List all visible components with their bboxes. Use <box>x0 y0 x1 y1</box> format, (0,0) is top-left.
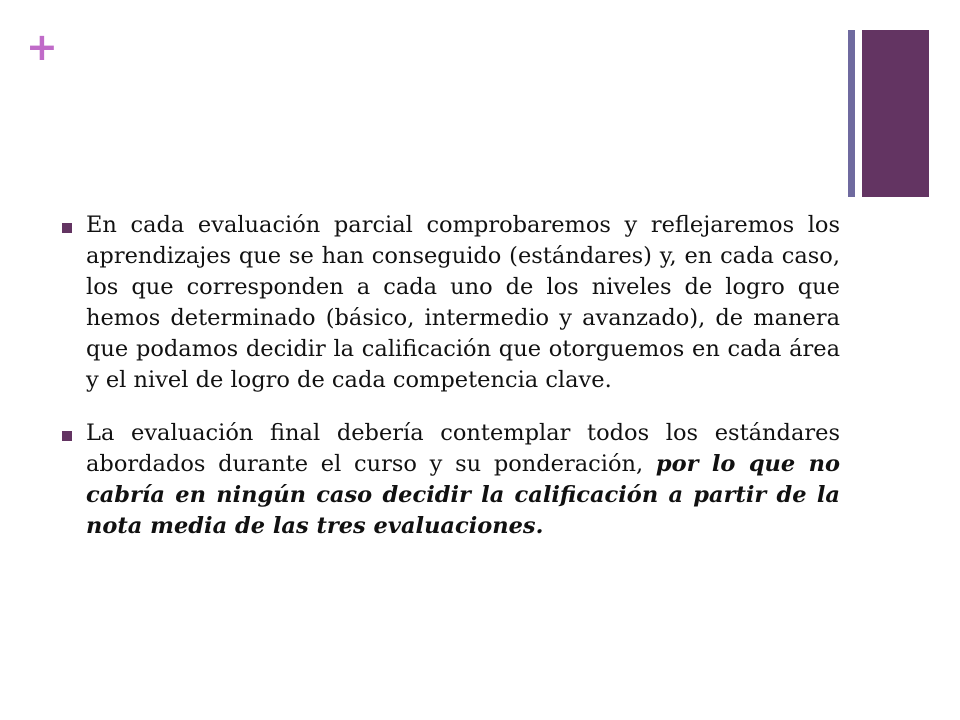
bullet-item-2 <box>62 418 840 542</box>
bullet-square-icon <box>62 223 72 233</box>
bullet-text-2-emphasis: por lo que no cabría en ningún caso decidir la calificación a partir de la nota media de las tres evaluaciones. <box>86 451 840 539</box>
bullet-item-1 <box>62 210 840 396</box>
decorative-bar-thick <box>862 30 929 197</box>
bullet-text-1: En cada evaluación parcial comprobaremos y reflejaremos los aprendizajes que se han conseguido (estándares) y, en cada caso, los que corresponden a cada uno de los niveles de logro que hemos determinado (básico, intermedio y avanzado), de manera que podamos decidir la calificación que otorguemos en cada área y el nivel de logro de cada competencia clave. <box>86 212 840 393</box>
decorative-bar-thin <box>848 30 855 197</box>
bullet-square-icon <box>62 431 72 441</box>
bullet-text-2: La evaluación final debería contemplar todos los estándares abordados durante el curso y su ponderación, <box>86 420 840 477</box>
plus-icon: + <box>26 25 58 69</box>
bullet-list <box>62 210 840 564</box>
